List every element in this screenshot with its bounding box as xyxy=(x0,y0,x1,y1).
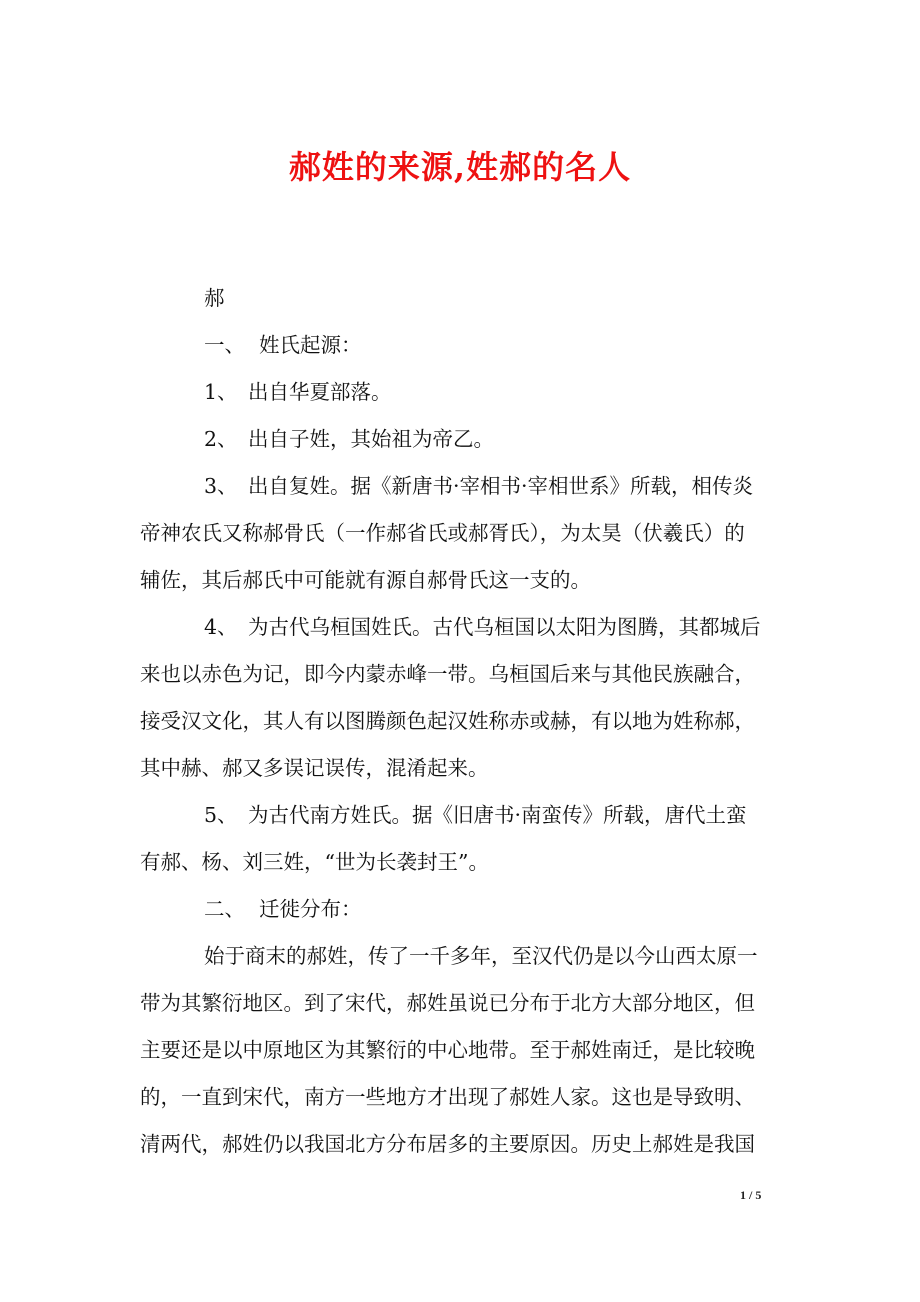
list-item xyxy=(140,604,782,651)
list-text: 为古代乌桓国姓氏。古代乌桓国以太阳为图腾，其都城后 xyxy=(248,615,761,639)
section-label: 姓氏起源： xyxy=(259,333,362,357)
list-text: 出自华夏部落。 xyxy=(248,380,392,404)
list-item xyxy=(140,369,782,416)
paragraph-line: 始于商末的郝姓，传了一千多年，至汉代仍是以今山西太原一 xyxy=(204,944,758,968)
paragraph-line: 带为其繁衍地区。到了宋代，郝姓虽说已分布于北方大部分地区，但 xyxy=(140,991,755,1015)
paragraph-line: 辅佐，其后郝氏中可能就有源自郝骨氏这一支的。 xyxy=(140,568,591,592)
section-number: 一、 xyxy=(204,333,245,357)
list-text: 为古代南方姓氏。据《旧唐书·南蛮传》所载，唐代土蛮 xyxy=(248,803,747,827)
list-text: 出自复姓。据《新唐书·宰相书·宰相世系》所载，相传炎 xyxy=(248,474,754,498)
list-item xyxy=(140,463,782,510)
list-number: 1、 xyxy=(204,380,238,404)
paragraph-line: 来也以赤色为记，即今内蒙赤峰一带。乌桓国后来与其他民族融合， xyxy=(140,662,755,686)
paragraph-line: 有郝、杨、刘三姓，“世为长袭封王”。 xyxy=(140,850,489,874)
paragraph-line: 清两代，郝姓仍以我国北方分布居多的主要原因。历史上郝姓是我国 xyxy=(140,1132,755,1156)
list-item xyxy=(140,792,782,839)
paragraph-line: 接受汉文化，其人有以图腾颜色起汉姓称赤或赫，有以地为姓称郝， xyxy=(140,709,755,733)
paragraph-line: 帝神农氏又称郝骨氏（一作郝省氏或郝胥氏），为太昊（伏羲氏）的 xyxy=(140,521,745,545)
list-number: 2、 xyxy=(204,427,238,451)
list-item xyxy=(140,416,782,463)
section-heading-migration xyxy=(140,886,782,933)
list-number: 4、 xyxy=(204,615,238,639)
paragraph-line: 主要还是以中原地区为其繁衍的中心地带。至于郝姓南迁，是比较晚 xyxy=(140,1038,755,1062)
section-number: 二、 xyxy=(204,897,245,921)
list-number: 5、 xyxy=(204,803,238,827)
list-text: 出自子姓，其始祖为帝乙。 xyxy=(248,427,494,451)
paragraph-line: 的，一直到宋代，南方一些地方才出现了郝姓人家。这也是导致明、 xyxy=(140,1085,755,1109)
heading-char: 郝 xyxy=(204,286,225,310)
document-body xyxy=(140,275,782,1168)
list-number: 3、 xyxy=(204,474,238,498)
page-number: 1 / 5 xyxy=(740,1188,762,1202)
section-label: 迁徙分布： xyxy=(259,897,362,921)
section-heading-origin xyxy=(140,322,782,369)
document-title: 郝姓的来源,姓郝的名人 xyxy=(288,148,632,186)
paragraph-line: 其中赫、郝又多误记误传，混淆起来。 xyxy=(140,756,489,780)
